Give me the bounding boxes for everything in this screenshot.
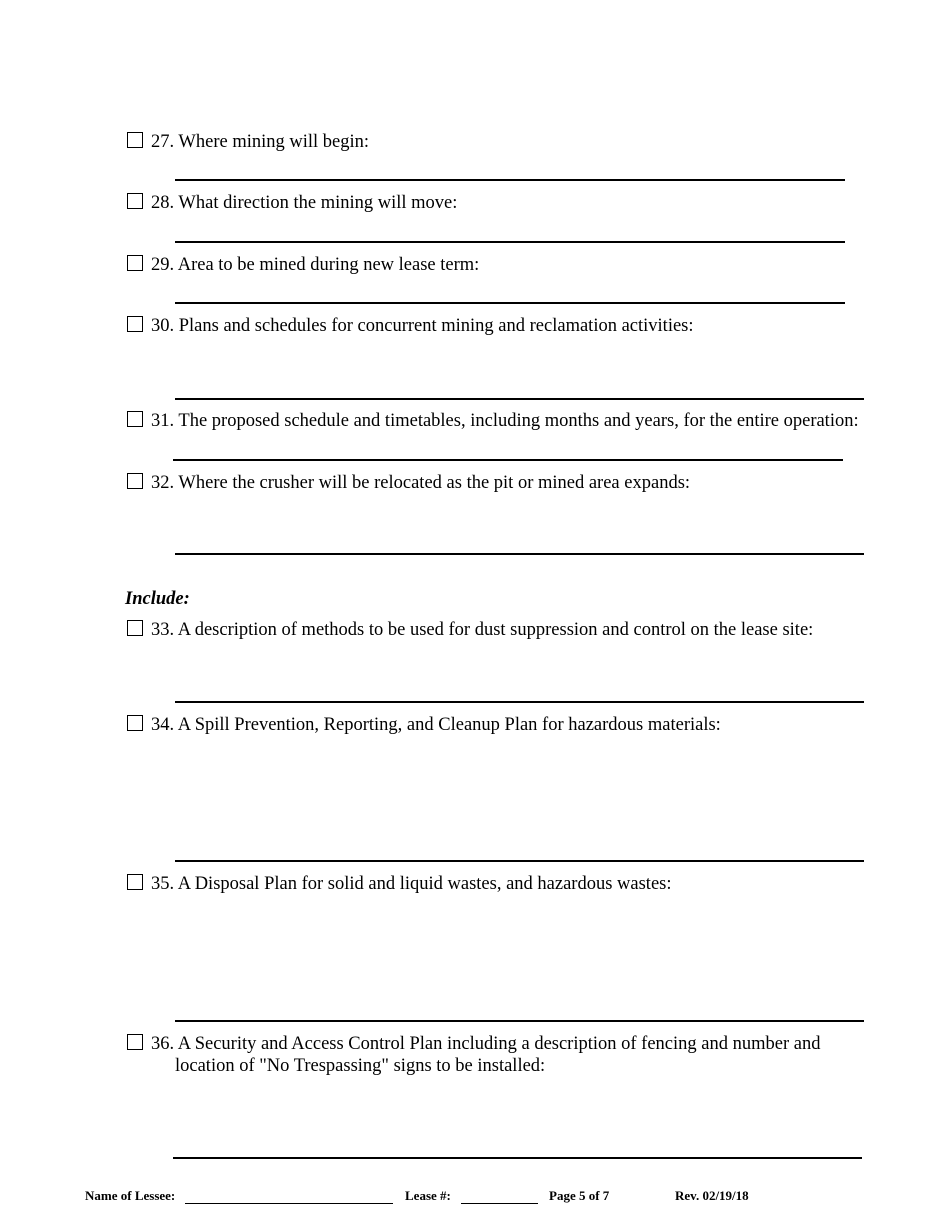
answer-line-33[interactable] — [175, 701, 864, 703]
checkbox-35[interactable] — [127, 874, 143, 890]
footer-name-field[interactable] — [185, 1203, 393, 1204]
answer-line-36[interactable] — [173, 1157, 862, 1159]
footer-lease-field[interactable] — [461, 1203, 538, 1204]
item-30-text: 30. Plans and schedules for concurrent mining and reclamation activities: — [151, 316, 694, 336]
answer-line-28[interactable] — [175, 241, 845, 243]
item-28-text: 28. What direction the mining will move: — [151, 193, 458, 213]
item-36-text-line2: location of "No Trespassing" signs to be installed: — [175, 1056, 546, 1076]
checkbox-34[interactable] — [127, 715, 143, 731]
page-footer — [0, 1188, 950, 1208]
item-36-text: 36. A Security and Access Control Plan including a description of fencing and number and — [151, 1034, 821, 1054]
answer-line-27[interactable] — [175, 179, 845, 181]
item-34-text: 34. A Spill Prevention, Reporting, and Cleanup Plan for hazardous materials: — [151, 715, 721, 735]
checkbox-31[interactable] — [127, 411, 143, 427]
answer-line-32[interactable] — [175, 553, 864, 555]
checkbox-27[interactable] — [127, 132, 143, 148]
footer-revision: Rev. 02/19/18 — [675, 1188, 749, 1203]
include-heading: Include: — [125, 589, 190, 609]
checkbox-32[interactable] — [127, 473, 143, 489]
footer-name-label: Name of Lessee: — [85, 1188, 176, 1203]
checkbox-36[interactable] — [127, 1034, 143, 1050]
checkbox-33[interactable] — [127, 620, 143, 636]
item-32-text: 32. Where the crusher will be relocated as the pit or mined area expands: — [151, 473, 691, 493]
item-33-text: 33. A description of methods to be used for dust suppression and control on the lease site: — [151, 620, 814, 640]
item-35-text: 35. A Disposal Plan for solid and liquid wastes, and hazardous wastes: — [151, 874, 672, 894]
item-31-text: 31. The proposed schedule and timetables, including months and years, for the entire operation: — [151, 411, 859, 431]
footer-page-number: Page 5 of 7 — [549, 1188, 610, 1203]
answer-line-29[interactable] — [175, 302, 845, 304]
checkbox-28[interactable] — [127, 193, 143, 209]
checkbox-30[interactable] — [127, 316, 143, 332]
checkbox-29[interactable] — [127, 255, 143, 271]
answer-line-31[interactable] — [173, 459, 843, 461]
item-29-text: 29. Area to be mined during new lease term: — [151, 255, 480, 275]
item-27-text: 27. Where mining will begin: — [151, 132, 370, 152]
answer-line-30[interactable] — [175, 398, 864, 400]
answer-line-34[interactable] — [175, 860, 864, 862]
footer-lease-label: Lease #: — [405, 1188, 451, 1203]
answer-line-35[interactable] — [175, 1020, 864, 1022]
